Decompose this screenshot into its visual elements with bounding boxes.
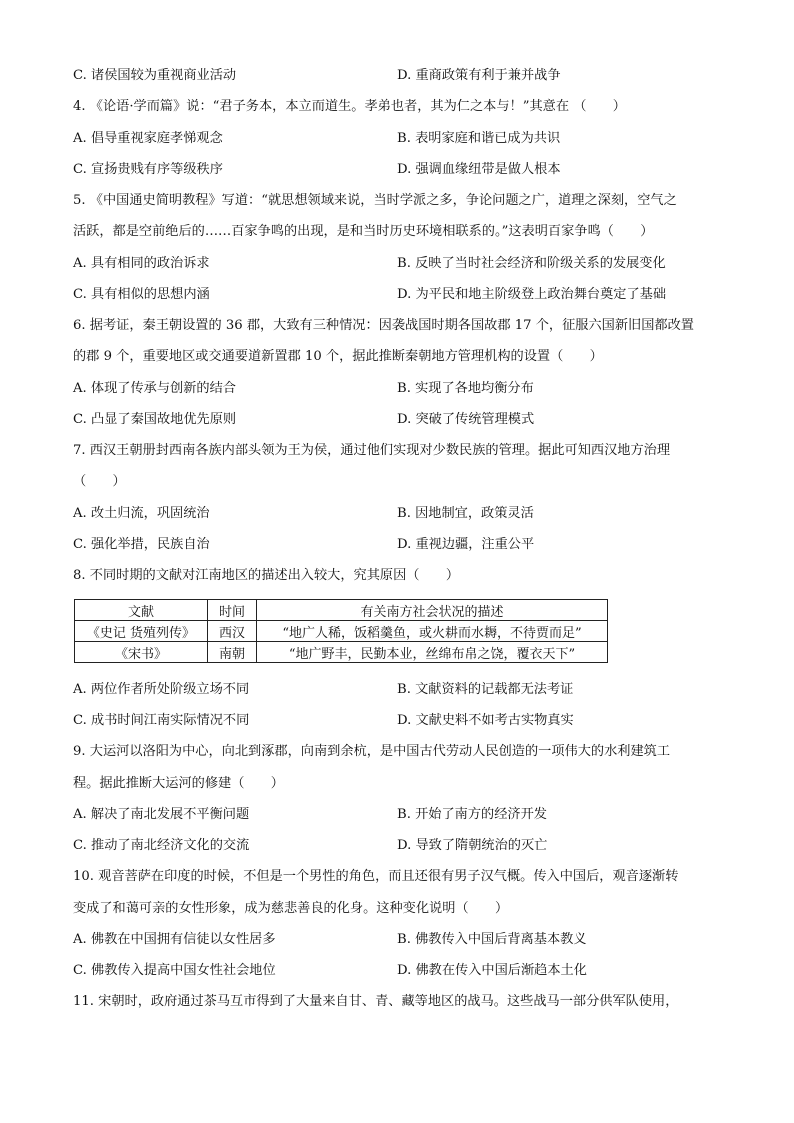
q5-stem-line1: 5. 《中国通史简明教程》写道：“就思想领域来说，当时学派之多，争论问题之广，道理之深刻，空气之 xyxy=(73,193,677,208)
q9-stem-line1: 9. 大运河以洛阳为中心，向北到涿郡，向南到余杭，是中国古代劳动人民创造的一项伟大的水利建筑工 xyxy=(73,744,671,759)
q4-stem: 4. 《论语·学而篇》说：“君子务本，本立而道生。孝弟也者，其为仁之本与！”其意在 （ ） xyxy=(73,99,626,114)
q8-option-c: C. 成书时间江南实际情况不同 xyxy=(73,713,250,728)
q10-option-c: C. 佛教传入提高中国女性社会地位 xyxy=(73,963,276,978)
q3-option-d: D. 重商政策有利于兼并战争 xyxy=(397,68,561,83)
q6-option-d: D. 突破了传统管理模式 xyxy=(397,412,535,427)
q8-source-table xyxy=(74,599,608,663)
q11-stem-line1: 11. 宋朝时，政府通过茶马互市得到了大量来自甘、青、藏等地区的战马。这些战马一部分供军队使用， xyxy=(73,994,679,1009)
table-header-cell: 时间 xyxy=(208,600,257,621)
q3-option-c: C. 诸侯国较为重视商业活动 xyxy=(73,68,237,83)
q4-option-a: A. 倡导重视家庭孝悌观念 xyxy=(73,131,223,146)
q4-option-b: B. 表明家庭和谐已成为共识 xyxy=(397,131,561,146)
q7-option-a: A. 改土归流，巩固统治 xyxy=(73,506,210,521)
table-row xyxy=(75,621,608,642)
q7-option-c: C. 强化举措，民族自治 xyxy=(73,537,210,552)
q6-stem-line1: 6. 据考证，秦王朝设置的 36 郡，大致有三种情况：因袭战国时期各国故郡 17 个，征服六国新旧国都改置 xyxy=(73,318,694,333)
q9-option-c: C. 推动了南北经济文化的交流 xyxy=(73,838,250,853)
q6-stem-line2: 的郡 9 个，重要地区或交通要道新置郡 10 个，据此推断秦朝地方管理机构的设置（ ） xyxy=(73,349,603,364)
q8-option-b: B. 文献资料的记载都无法考证 xyxy=(397,682,574,697)
q9-option-a: A. 解决了南北发展不平衡问题 xyxy=(73,807,250,822)
q7-option-d: D. 重视边疆，注重公平 xyxy=(397,537,535,552)
q5-option-a: A. 具有相同的政治诉求 xyxy=(73,256,210,271)
q10-stem-line1: 10. 观音菩萨在印度的时候，不但是一个男性的角色，而且还很有男子汉气概。传入中国后，观音逐渐转 xyxy=(73,869,679,884)
table-header-cell: 文献 xyxy=(75,600,208,621)
table-cell: “地广人稀，饭稻羹鱼，或火耕而水耨，不待贾而足” xyxy=(257,621,608,642)
table-cell: “地广野丰，民勤本业，丝绵布帛之饶，覆衣天下” xyxy=(257,642,608,663)
q10-option-b: B. 佛教传入中国后背离基本教义 xyxy=(397,932,587,947)
q9-option-d: D. 导致了隋朝统治的灭亡 xyxy=(397,838,548,853)
table-cell: 《史记 货殖列传》 xyxy=(75,621,208,642)
q5-option-d: D. 为平民和地主阶级登上政治舞台奠定了基础 xyxy=(397,287,667,302)
q5-option-c: C. 具有相似的思想内涵 xyxy=(73,287,210,302)
q9-option-b: B. 开始了南方的经济开发 xyxy=(397,807,547,822)
q8-stem: 8. 不同时期的文献对江南地区的描述出入较大，究其原因（ ） xyxy=(73,568,460,583)
q10-stem-line2: 变成了和蔼可亲的女性形象，成为慈悲善良的化身。这种变化说明（ ） xyxy=(73,901,509,916)
q6-option-c: C. 凸显了秦国故地优先原则 xyxy=(73,412,237,427)
q4-option-c: C. 宣扬贵贱有序等级秩序 xyxy=(73,162,223,177)
table-cell: 西汉 xyxy=(208,621,257,642)
q8-option-a: A. 两位作者所处阶级立场不同 xyxy=(73,682,250,697)
table-cell: 《宋书》 xyxy=(75,642,208,663)
q7-stem-line2: （ ） xyxy=(73,474,126,489)
q7-stem-line1: 7. 西汉王朝册封西南各族内部头领为王为侯，通过他们实现对少数民族的管理。据此可知西汉地方治理 xyxy=(73,443,671,458)
q9-stem-line2: 程。据此推断大运河的修建（ ） xyxy=(73,776,284,791)
q4-option-d: D. 强调血缘纽带是做人根本 xyxy=(397,162,561,177)
q8-option-d: D. 文献史料不如考古实物真实 xyxy=(397,713,574,728)
q5-option-b: B. 反映了当时社会经济和阶级关系的发展变化 xyxy=(397,256,666,271)
q7-option-b: B. 因地制宜，政策灵活 xyxy=(397,506,534,521)
table-cell: 南朝 xyxy=(208,642,257,663)
q6-option-a: A. 体现了传承与创新的结合 xyxy=(73,381,236,396)
q10-option-d: D. 佛教在传入中国后渐趋本土化 xyxy=(397,963,587,978)
table-header-row xyxy=(75,600,608,621)
table-row xyxy=(75,642,608,663)
table-header-cell: 有关南方社会状况的描述 xyxy=(257,600,608,621)
q6-option-b: B. 实现了各地均衡分布 xyxy=(397,381,534,396)
q10-option-a: A. 佛教在中国拥有信徒以女性居多 xyxy=(73,932,276,947)
q5-stem-line2: 活跃，都是空前绝后的……百家争鸣的出现，是和当时历史环境相联系的。”这表明百家争鸣（ ） xyxy=(73,224,654,239)
